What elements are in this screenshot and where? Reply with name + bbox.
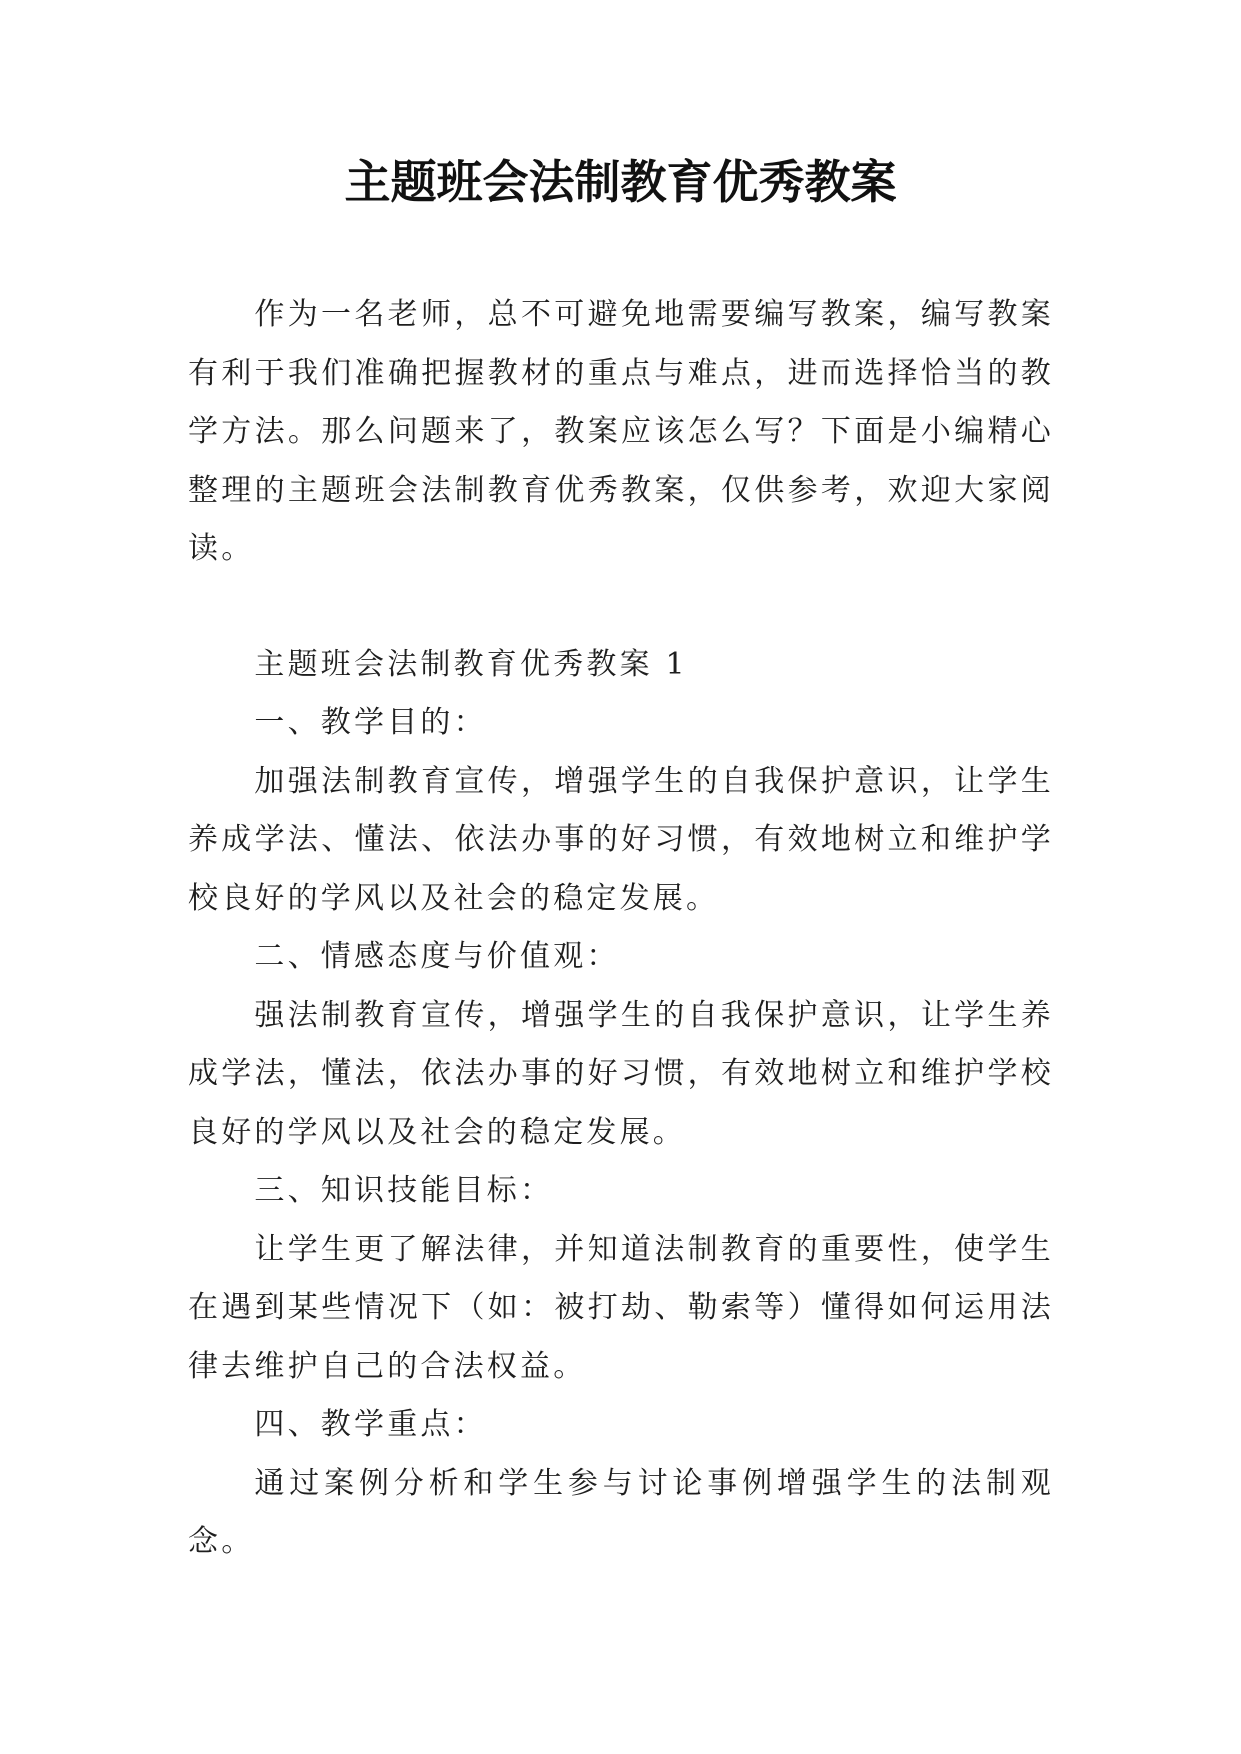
attitude-values-text: 强法制教育宣传，增强学生的自我保护意识，让学生养成学法，懂法，依法办事的好习惯，有效地树立和维护学校良好的学风以及社会的稳定发展。 (188, 997, 1054, 1150)
teaching-goal-text: 加强法制教育宣传，增强学生的自我保护意识，让学生养成学法、懂法、依法办事的好习惯，有效地树立和维护学校良好的学风以及社会的稳定发展。 (188, 763, 1054, 916)
intro-paragraph: 作为一名老师，总不可避免地需要编写教案，编写教案有利于我们准确把握教材的重点与难点，进而选择恰当的教学方法。那么问题来了，教案应该怎么写？下面是小编精心整理的主题班会法制教育优秀教案，仅供参考，欢迎大家阅读。 (188, 297, 1054, 566)
attitude-values-label: 二、情感态度与价值观： (254, 939, 620, 974)
section-heading: 主题班会法制教育优秀教案 1 (254, 646, 688, 682)
document-body (188, 286, 1054, 1572)
teaching-goal-label: 一、教学目的： (254, 705, 487, 740)
teaching-focus-text: 通过案例分析和学生参与讨论事例增强学生的法制观念。 (188, 1465, 1054, 1559)
knowledge-skill-text: 让学生更了解法律，并知道法制教育的重要性，使学生在遇到某些情况下（如：被打劫、勒索等）懂得如何运用法律去维护自己的合法权益。 (188, 1231, 1054, 1384)
document-title: 主题班会法制教育优秀教案 (344, 155, 897, 209)
teaching-focus-label: 四、教学重点： (254, 1407, 487, 1442)
knowledge-skill-label: 三、知识技能目标： (254, 1173, 554, 1208)
